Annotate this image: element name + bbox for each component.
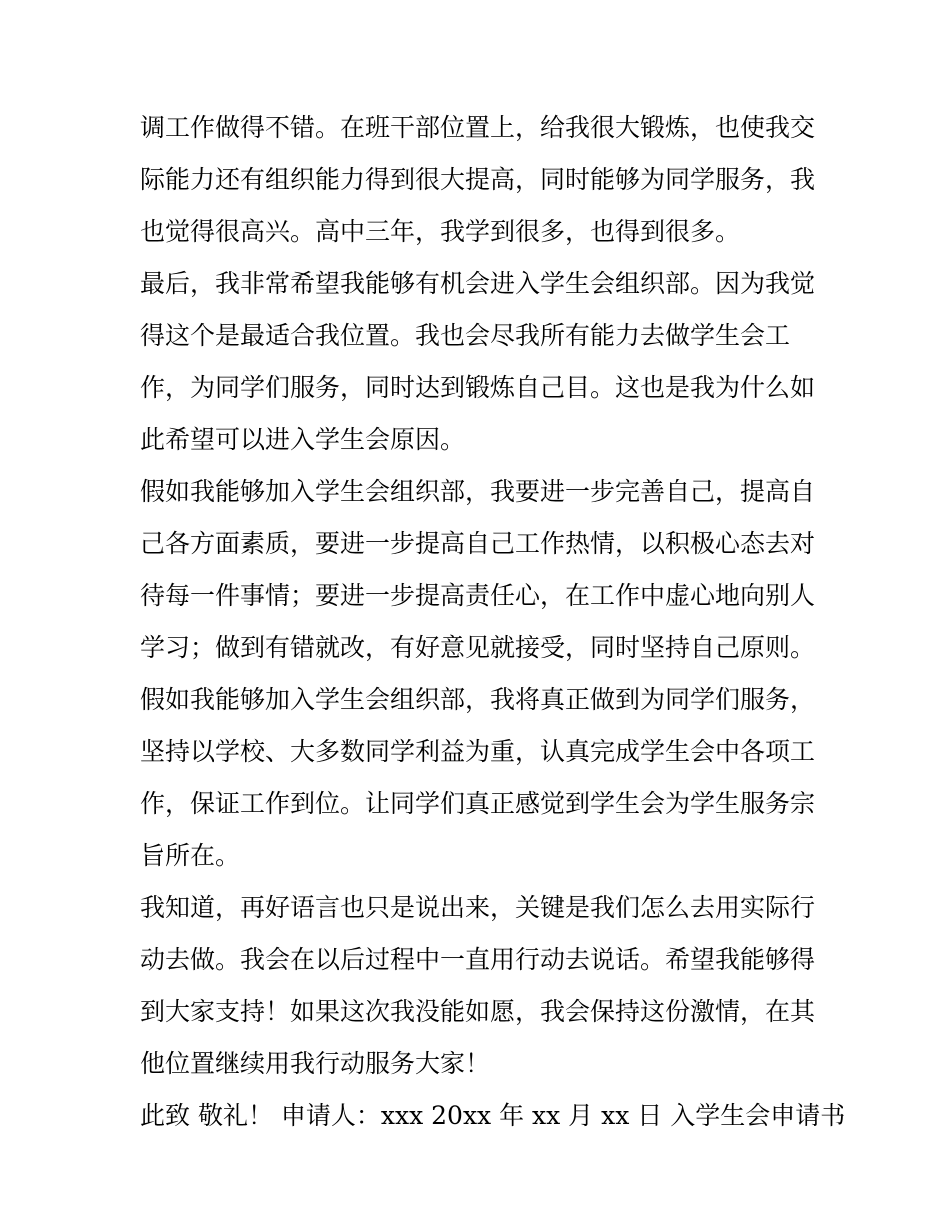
text-line-2: 际能力还有组织能力得到很大提高，同时能够为同学服务，我 [140, 165, 816, 194]
text-line-5: 得这个是最适合我位置。我也会尽我所有能力去做学生会工 [140, 321, 791, 350]
text-line-14: 作，保证工作到位。让同学们真正感觉到学生会为学生服务宗 [140, 789, 816, 818]
text-line-4: 最后，我非常希望我能够有机会进入学生会组织部。因为我觉 [140, 269, 816, 298]
text-line-8: 假如我能够加入学生会组织部，我要进一步完善自己，提高自 [140, 477, 816, 506]
text-line-15: 旨所在。 [140, 841, 241, 870]
text-line-9: 己各方面素质，要进一步提高自己工作热情，以积极心态去对 [140, 529, 816, 558]
text-line-6: 作，为同学们服务，同时达到锻炼自己目。这也是我为什么如 [140, 373, 816, 402]
text-line-16: 我知道，再好语言也只是说出来，关键是我们怎么去用实际行 [140, 893, 816, 922]
text-line-3: 也觉得很高兴。高中三年，我学到很多，也得到很多。 [140, 217, 741, 246]
text-line-7: 此希望可以进入学生会原因。 [140, 425, 466, 454]
document-body [140, 102, 846, 1142]
text-line-12: 假如我能够加入学生会组织部，我将真正做到为同学们服务， [140, 685, 816, 714]
text-line-10: 待每一件事情；要进一步提高责任心，在工作中虚心地向别人 [140, 581, 816, 610]
text-line-11: 学习；做到有错就改，有好意见就接受，同时坚持自己原则。 [140, 633, 816, 662]
closing-signature-line: 此致 敬礼！ 申请人：xxx 20xx 年 xx 月 xx 日 入学生会申请书 [140, 1101, 846, 1130]
text-line-19: 他位置继续用我行动服务大家！ [140, 1049, 491, 1078]
text-line-1: 调工作做得不错。在班干部位置上，给我很大锻炼，也使我交 [140, 113, 816, 142]
text-line-18: 到大家支持！如果这次我没能如愿，我会保持这份激情，在其 [140, 997, 816, 1026]
text-line-13: 坚持以学校、大多数同学利益为重，认真完成学生会中各项工 [140, 737, 816, 766]
text-line-17: 动去做。我会在以后过程中一直用行动去说话。希望我能够得 [140, 945, 816, 974]
